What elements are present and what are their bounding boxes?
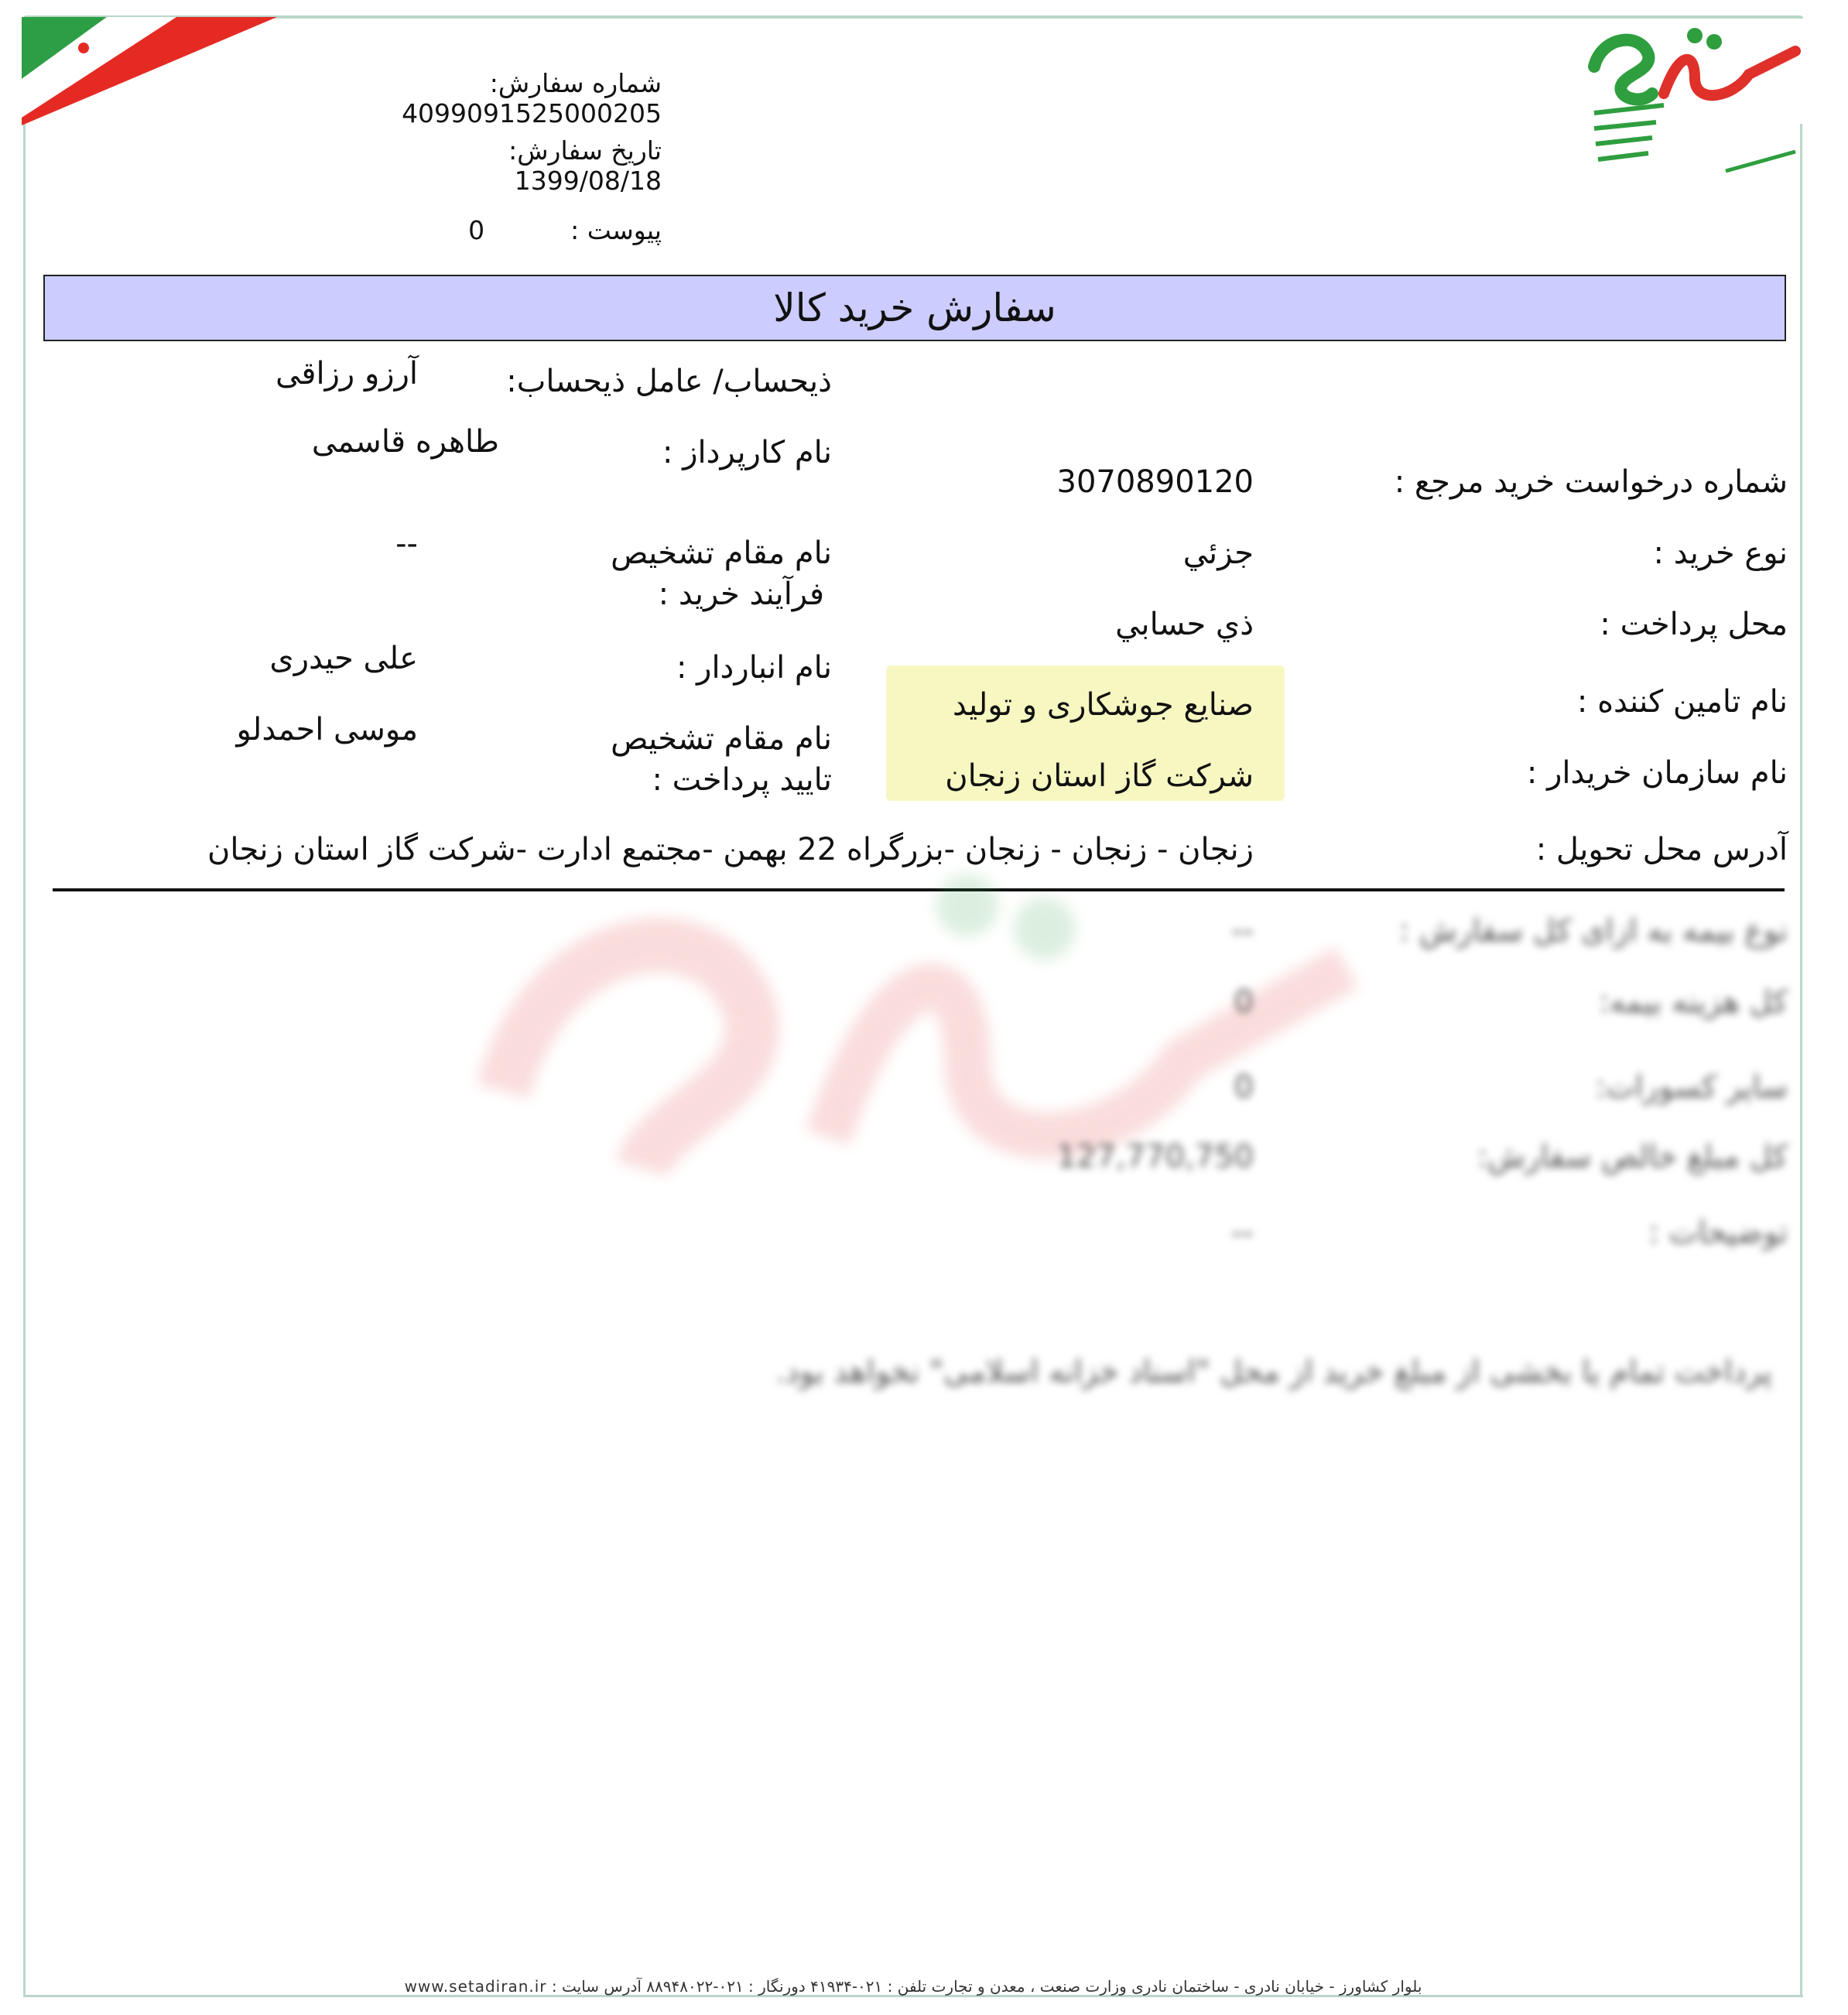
- notes-label: توضیحات :: [1648, 1215, 1788, 1250]
- authority-label-2: فرآیند خرید :: [658, 576, 824, 612]
- attachment-value: 0: [468, 215, 485, 245]
- net-amount-value: 127,770,750: [1056, 1139, 1254, 1175]
- other-deductions-value: 0: [1234, 1069, 1254, 1105]
- agent-label: نام کارپرداز :: [662, 435, 832, 470]
- order-number-label: شماره سفارش:: [489, 68, 662, 98]
- approver-label-1: نام مقام تشخیص: [611, 721, 832, 757]
- purchase-type-label: نوع خرید :: [1653, 535, 1788, 571]
- buyer-org-label: نام سازمان خریدار :: [1526, 755, 1788, 791]
- accountant-value: آرزو رزاقی: [275, 356, 418, 392]
- payment-note: پرداخت تمام یا بخشی از مبلغ خرید از محل "اسناد خزانه اسلامی" نخواهد بود.: [775, 1354, 1772, 1390]
- page-frame-right: [1800, 124, 1802, 1996]
- purchase-type-value: جزئي: [1182, 535, 1254, 571]
- accountant-label: ذیحساب/ عامل ذیحساب:: [506, 364, 832, 399]
- notes-value: --: [1231, 1215, 1254, 1250]
- payment-place-value: ذي حسابي: [1115, 607, 1254, 642]
- order-number-row: [232, 68, 662, 128]
- warehouse-value: علی حیدری: [269, 641, 418, 676]
- warehouse-label: نام انباردار :: [676, 650, 832, 686]
- approver-label-2: تایید پرداخت :: [652, 762, 832, 798]
- attachment-row: [449, 215, 662, 245]
- footer-line: [155, 1995, 224, 1997]
- net-amount-label: کل مبلغ خالص سفارش:: [1477, 1139, 1788, 1175]
- supplier-value: صنایع جوشکاری و تولید: [953, 687, 1254, 723]
- document-title: سفارش خرید کالا: [773, 286, 1056, 330]
- authority-label-1: نام مقام تشخیص: [611, 535, 832, 571]
- buyer-org-value: شرکت گاز استان زنجان: [945, 758, 1254, 794]
- insurance-type-value: --: [1231, 913, 1254, 949]
- approver-value: موسی احمدلو: [236, 712, 418, 748]
- attachment-label: پیوست :: [570, 215, 662, 245]
- insurance-cost-label: کل هزینه بیمه:: [1599, 984, 1788, 1020]
- document-title-bar: [43, 275, 1786, 341]
- supplier-label: نام تامین کننده :: [1576, 684, 1788, 720]
- setad-logo-icon: [1579, 20, 1811, 183]
- authority-value: --: [395, 526, 418, 562]
- agent-value: طاهره قاسمی: [311, 424, 499, 460]
- payment-place-label: محل پرداخت :: [1600, 607, 1788, 642]
- ref-request-value: 3070890120: [1056, 464, 1254, 500]
- footer-text: بلوار کشاورز - خیابان نادری - ساختمان نادری وزارت صنعت ، معدن و تجارت تلفن : ۰۲۱-۴۱۹۳۴ دورنگار : ۰۲۱-۸۸۹۴۸۰۲۲ آدرس سایت : www.setadiran.ir: [404, 1977, 1422, 1996]
- order-date-value: 1399/08/18: [514, 166, 662, 196]
- page-frame-top: [23, 15, 1803, 19]
- page-frame-left: [23, 93, 26, 1996]
- order-date-label: تاریخ سفارش:: [508, 135, 662, 166]
- order-number-value: 4099091525000205: [402, 98, 662, 128]
- order-date-row: [325, 135, 662, 196]
- delivery-address-value: زنجان - زنجان - زنجان -بزرگراه 22 بهمن -مجتمع ادارت -شرکت گاز استان زنجان: [207, 832, 1254, 867]
- delivery-address-label: آدرس محل تحویل :: [1535, 832, 1788, 867]
- insurance-type-label: نوع بیمه به ازای کل سفارش :: [1398, 913, 1788, 949]
- insurance-cost-value: 0: [1234, 984, 1254, 1020]
- other-deductions-label: سایر کسورات:: [1595, 1069, 1788, 1105]
- ref-request-label: شماره درخواست خرید مرجع :: [1394, 464, 1788, 500]
